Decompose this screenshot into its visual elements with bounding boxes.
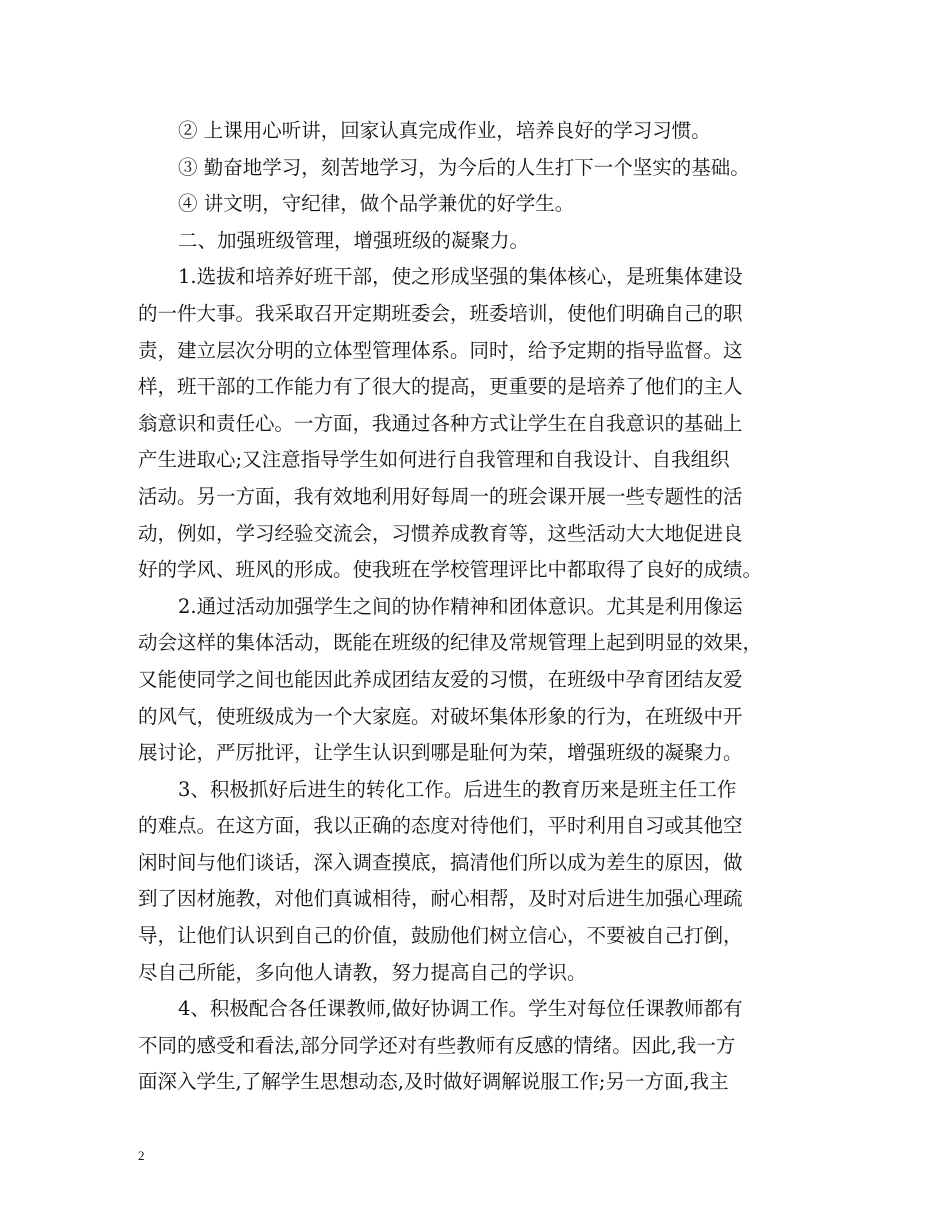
text-line: 展讨论，严厉批评，让学生认识到哪是耻何为荣，增强班级的凝聚力。 <box>138 741 743 765</box>
text-line: 4、积极配合各任课教师,做好协调工作。学生对每位任课教师都有 <box>178 997 743 1021</box>
text-line: ② 上课用心听讲，回家认真完成作业，培养良好的学习习惯。 <box>178 119 711 142</box>
text-line: 1.选拔和培养好班干部，使之形成坚强的集体核心，是班集体建设 <box>178 265 743 289</box>
text-line: 3、积极抓好后进生的转化工作。后进生的教育历来是班主任工作 <box>178 777 737 801</box>
text-line: 样，班干部的工作能力有了很大的提高，更重要的是培养了他们的主人 <box>138 375 743 399</box>
text-line: 翁意识和责任心。一方面，我通过各种方式让学生在自我意识的基础上 <box>138 411 743 435</box>
text-line: 面深入学生,了解学生思想动态,及时做好调解说服工作;另一方面,我主 <box>138 1070 729 1094</box>
document-body <box>138 113 818 1101</box>
text-line: 产生进取心;又注意指导学生如何进行自我管理和自我设计、自我组织 <box>138 448 730 472</box>
text-line: 责，建立层次分明的立体型管理体系。同时，给予定期的指导监督。这 <box>138 338 743 362</box>
text-line: 导，让他们认识到自己的价值，鼓励他们树立信心，不要被自己打倒， <box>138 924 743 948</box>
text-line: 的难点。在这方面，我以正确的态度对待他们，平时利用自习或其他空 <box>138 814 743 838</box>
text-line: 的一件大事。我采取召开定期班委会，班委培训，使他们明确自己的职 <box>138 301 743 325</box>
text-line: 动会这样的集体活动，既能在班级的纪律及常规管理上起到明显的效果， <box>138 631 763 655</box>
text-line: 好的学风、班风的形成。使我班在学校管理评比中都取得了良好的成绩。 <box>138 558 763 582</box>
text-line: 二、加强班级管理，增强班级的凝聚力。 <box>178 228 530 252</box>
text-line: 活动。另一方面，我有效地利用好每周一的班会课开展一些专题性的活 <box>138 484 743 508</box>
text-line: 又能使同学之间也能因此养成团结友爱的习惯，在班级中孕育团结友爱 <box>138 667 743 691</box>
text-line: ④ 讲文明，守纪律，做个品学兼优的好学生。 <box>178 192 575 216</box>
page-number: 2 <box>138 1148 145 1163</box>
text-line: 到了因材施教，对他们真诚相待，耐心相帮，及时对后进生加强心理疏 <box>138 887 743 911</box>
text-line: 的风气，使班级成为一个大家庭。对破坏集体形象的行为，在班级中开 <box>138 704 743 728</box>
text-line: 不同的感受和看法,部分同学还对有些教师有反感的情绪。因此,我一方 <box>138 1033 736 1057</box>
text-line: 闲时间与他们谈话，深入调查摸底，搞清他们所以成为差生的原因，做 <box>138 850 743 874</box>
text-line: ③ 勤奋地学习，刻苦地学习，为今后的人生打下一个坚实的基础。 <box>178 155 750 179</box>
text-line: 尽自己所能，多向他人请教，努力提高自己的学识。 <box>138 960 587 984</box>
text-line: 动，例如，学习经验交流会，习惯养成教育等，这些活动大大地促进良 <box>138 521 743 545</box>
text-line: 2.通过活动加强学生之间的协作精神和团体意识。尤其是利用像运 <box>178 594 743 618</box>
